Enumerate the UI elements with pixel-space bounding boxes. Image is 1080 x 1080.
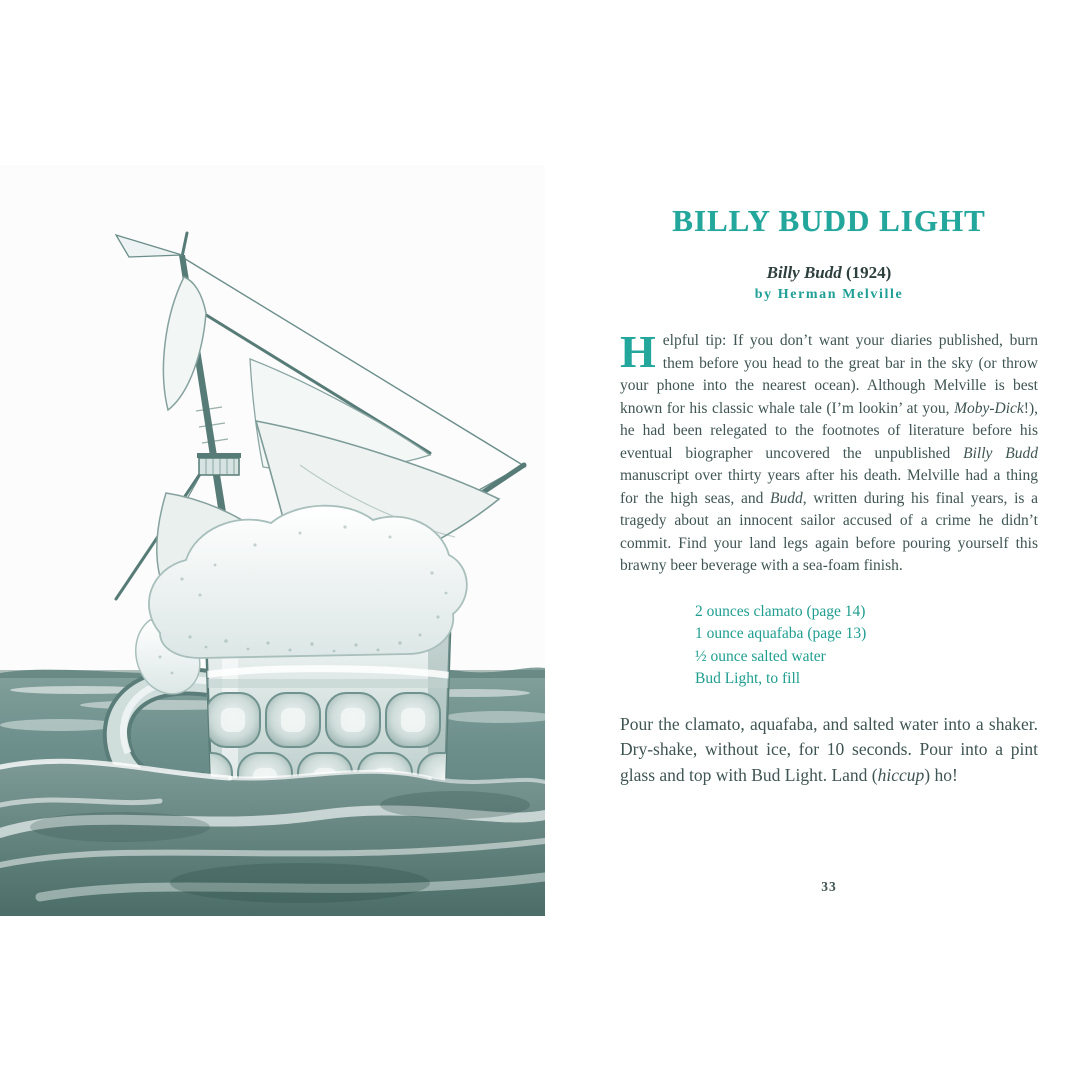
intro-text: elpful tip: If you don’t want your diaries published, burn them before you head to the great bar in the sky (or throw your phone into the nearest ocean). Although Melville is best known for his classic whale tale (I’m lookin’ at you, Moby-Dick!), he had been relegated to the footnotes of literature before his eventual biographer uncovered the unpublished Billy Budd manuscript over thirty years after his death. Melville had a thing for the high seas, and Budd, written during his final years, is a tragedy about an innocent sailor accused of a crime he didn’t commit. Find your land legs again before pouring yourself this brawny beer beverage with a sea-foam finish. — [620, 332, 1038, 575]
ocean-foreground — [0, 761, 545, 916]
ingredient-item: 2 ounces clamato (page 14) — [695, 602, 866, 620]
byline: by Herman Melville — [754, 287, 904, 303]
instructions-paragraph: Pour the clamato, aquafaba, and salted water into a shaker. Dry-shake, without ice, for 10 seconds. Pour into a pint glass and top with Bud Light. Land (hiccup) ho! — [620, 713, 1038, 785]
intro-paragraph — [620, 326, 1038, 578]
ingredient-item: ½ ounce salted water — [695, 647, 826, 665]
dropcap: H — [620, 326, 656, 378]
source-work-title: Billy Budd — [766, 263, 842, 283]
recipe-page — [620, 204, 1038, 788]
ingredient-item: Bud Light, to fill — [695, 670, 801, 688]
recipe-title: BILLY BUDD LIGHT — [672, 203, 986, 238]
page-number: 33 — [821, 879, 837, 894]
source-year: (1924) — [841, 263, 892, 283]
illustration-page — [0, 165, 545, 916]
source-line — [620, 263, 1038, 283]
ingredient-item: 1 ounce aquafaba (page 13) — [695, 625, 867, 643]
ingredients-list — [620, 601, 1038, 691]
mug-ship-illustration — [0, 165, 545, 916]
